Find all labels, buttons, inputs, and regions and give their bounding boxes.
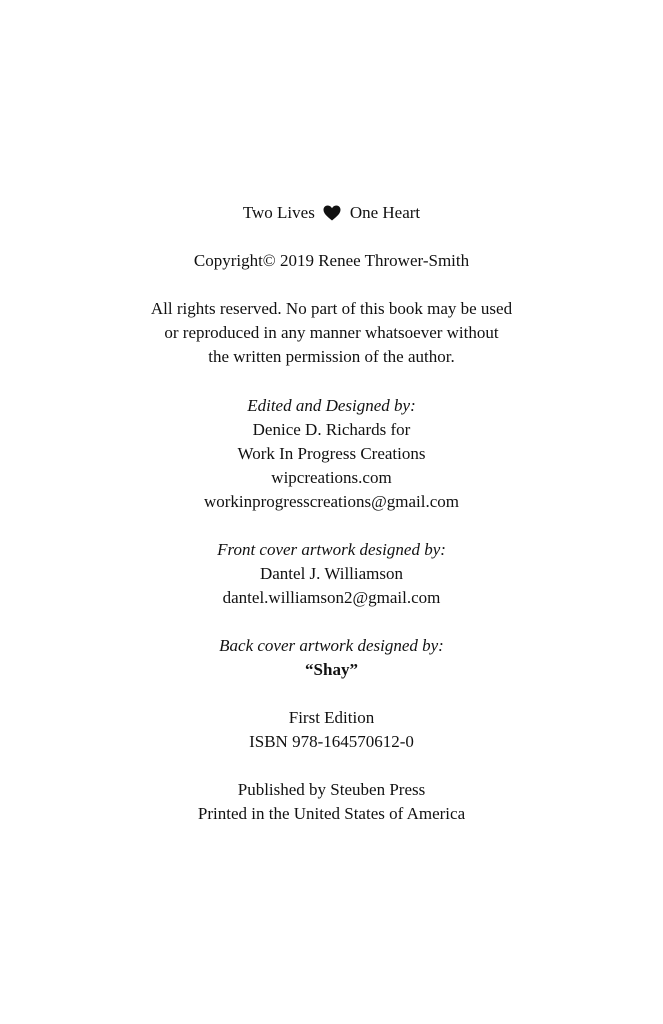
printed-in-line: Printed in the United States of America — [197, 804, 466, 823]
front-cover-heading: Front cover artwork designed by: — [217, 540, 446, 559]
publisher-line: Published by Steuben Press — [237, 780, 426, 799]
isbn: ISBN 978-164570612-0 — [249, 732, 414, 751]
back-cover-artist: “Shay” — [305, 660, 358, 679]
front-cover-email: dantel.williamson2@gmail.com — [222, 588, 441, 607]
editor-website: wipcreations.com — [271, 468, 392, 487]
heart-icon — [323, 205, 341, 221]
edition-label: First Edition — [288, 708, 375, 727]
editor-email: workinprogresscreations@gmail.com — [203, 492, 459, 511]
editor-company: Work In Progress Creations — [237, 444, 426, 463]
back-cover-heading: Back cover artwork designed by: — [219, 636, 444, 655]
copyright-line: Copyright© 2019 Renee Thrower-Smith — [193, 251, 470, 270]
title-left: Two Lives — [242, 203, 315, 222]
rights-line-2: or reproduced in any manner whatsoever without — [164, 323, 499, 342]
rights-line-3: the written permission of the author. — [208, 347, 455, 366]
rights-line-1: All rights reserved. No part of this book may be used — [150, 299, 513, 318]
book-title — [0, 201, 663, 225]
title-right: One Heart — [349, 203, 421, 222]
editing-heading: Edited and Designed by: — [247, 396, 416, 415]
editor-name: Denice D. Richards for — [252, 420, 411, 439]
front-cover-artist: Dantel J. Williamson — [259, 564, 403, 583]
